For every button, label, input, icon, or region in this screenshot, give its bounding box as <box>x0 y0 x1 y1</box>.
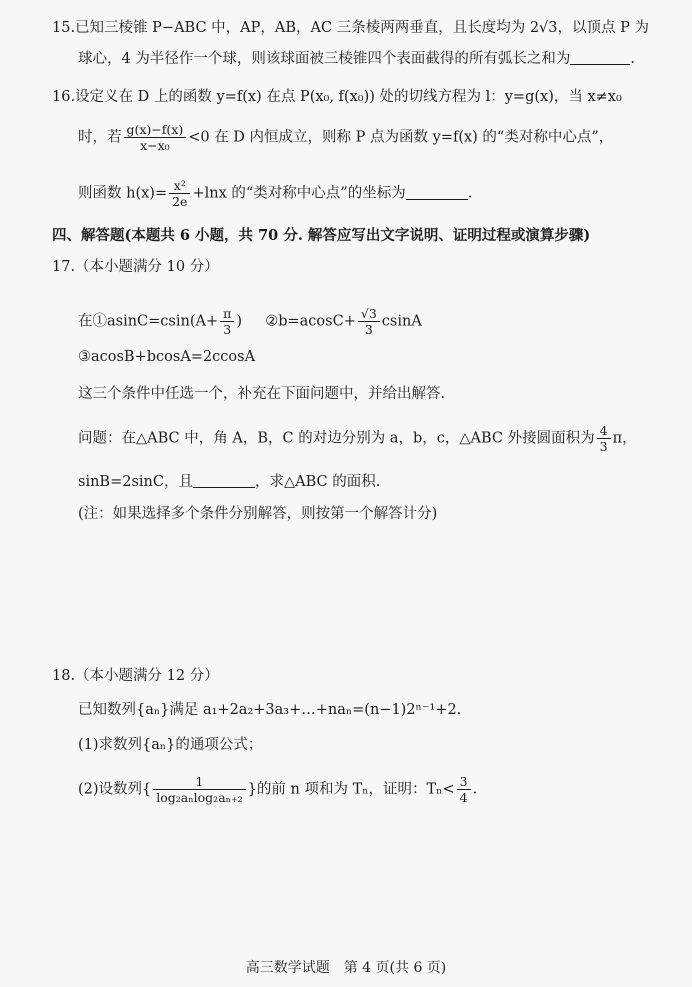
q17-line2-pre: sinB=2sinC，且 <box>78 474 193 490</box>
q16-line2-post: <0 在 D 内恒成立，则称 P 点为函数 y=f(x) 的“类对称中心点”， <box>188 129 614 146</box>
q18-part2-pre: (2)设数列{ <box>78 781 152 798</box>
q17-cond2-post: csinA <box>381 313 422 330</box>
q18-part2 <box>78 774 477 805</box>
q16-hx-den: 2e <box>169 193 190 209</box>
page-footer: 高三数学试题 第 4 页(共 6 页) <box>245 960 447 976</box>
q15-number: 15. <box>52 20 76 36</box>
section4-title: 四、解答题(本题共 6 小题，共 70 分. 解答应写出文字说明、证明过程或演算步骤) <box>52 227 591 244</box>
q17-cond1-post: ) <box>236 313 243 330</box>
q16-line3 <box>78 178 472 209</box>
q17-problem-line1 <box>78 423 637 454</box>
q17-line2-post: ，求△ABC 的面积. <box>254 474 381 490</box>
q16-end: . <box>467 185 473 202</box>
q17-condition-blank[interactable] <box>193 473 255 488</box>
q17-area-fraction <box>597 423 611 454</box>
q18-series-num: 1 <box>195 774 204 789</box>
q18-header: 18.（本小题满分 12 分） <box>52 668 219 684</box>
q17-problem-pre: 问题：在△ABC 中，角 A，B，C 的对边分别为 a，b，c，△ABC 外接圆面积为 <box>78 430 595 447</box>
q17-cond1-num: π <box>223 306 232 321</box>
q17-cond2-fraction <box>358 306 380 337</box>
q18-given: 已知数列{aₙ}满足 a₁+2a₂+3a₃+…+naₙ=(n−1)2ⁿ⁻¹+2. <box>78 702 462 718</box>
q17-problem-post: π， <box>612 430 637 447</box>
q15-line2 <box>78 49 635 69</box>
q17-condition-3: ③acosB+bcosA=2ccosA <box>78 349 256 365</box>
q18-part2-end: . <box>472 781 478 798</box>
q15-text-line2: 球心，4 为半径作一个球，则该球面被三棱锥四个表面截得的所有弧长之和为 <box>78 51 571 67</box>
q18-bound-fraction <box>457 774 471 805</box>
q16-line1 <box>52 87 622 107</box>
q16-text-line1: 设定义在 D 上的函数 y=f(x) 在点 P(x₀, f(x₀)) 处的切线方程为 l：y=g(x)，当 x≠x₀ <box>75 89 622 105</box>
q16-line3-pre: 则函数 h(x)= <box>78 185 168 202</box>
q17-problem-line2 <box>78 472 380 492</box>
q16-answer-blank[interactable] <box>406 185 468 200</box>
q17-cond2-pre: ②b=acosC+ <box>265 313 356 330</box>
q16-frac-num: g(x)−f(x) <box>126 122 184 137</box>
q17-cond1-den: 3 <box>220 321 234 337</box>
q17-cond1-fraction <box>220 306 234 337</box>
q18-series-den: log₂aₙlog₂aₙ₊₂ <box>153 789 245 805</box>
q17-area-den: 3 <box>597 438 611 454</box>
q17-conditions-1-2 <box>78 306 422 337</box>
q15-line1 <box>52 18 649 38</box>
q15-answer-blank[interactable] <box>570 50 630 65</box>
q17-header: 17.（本小题满分 10 分） <box>52 259 219 275</box>
q18-part2-mid: }的前 n 项和为 Tₙ，证明：Tₙ< <box>247 781 455 798</box>
q16-line3-post: +lnx 的“类对称中心点”的坐标为 <box>192 185 406 202</box>
q18-bound-num: 3 <box>459 774 468 789</box>
q18-bound-den: 4 <box>457 789 471 805</box>
q17-cond2-den: 3 <box>358 321 380 337</box>
q16-line2 <box>78 122 613 153</box>
q16-line2-pre: 时，若 <box>78 129 122 146</box>
q18-series-fraction <box>153 774 245 805</box>
q18-part1: (1)求数列{aₙ}的通项公式； <box>78 737 263 753</box>
q15-end: . <box>630 51 635 67</box>
q16-number: 16. <box>52 89 76 105</box>
q16-hx-num: x² <box>173 178 186 193</box>
q17-area-num: 4 <box>599 423 608 438</box>
q15-text-line1: 已知三棱锥 P−ABC 中，AP，AB，AC 三条棱两两垂直，且长度均为 2√3，以顶点 P 为 <box>75 20 649 36</box>
q17-cond1-pre: 在①asinC=csin(A+ <box>78 313 219 330</box>
q17-cond2-num: √3 <box>360 306 377 321</box>
q16-fraction <box>124 122 187 153</box>
q16-frac-den: x−x₀ <box>124 137 187 153</box>
q17-instruction: 这三个条件中任选一个，补充在下面问题中，并给出解答. <box>78 386 446 402</box>
q17-note: (注：如果选择多个条件分别解答，则按第一个解答计分) <box>78 506 438 522</box>
q16-hx-fraction <box>169 178 190 209</box>
